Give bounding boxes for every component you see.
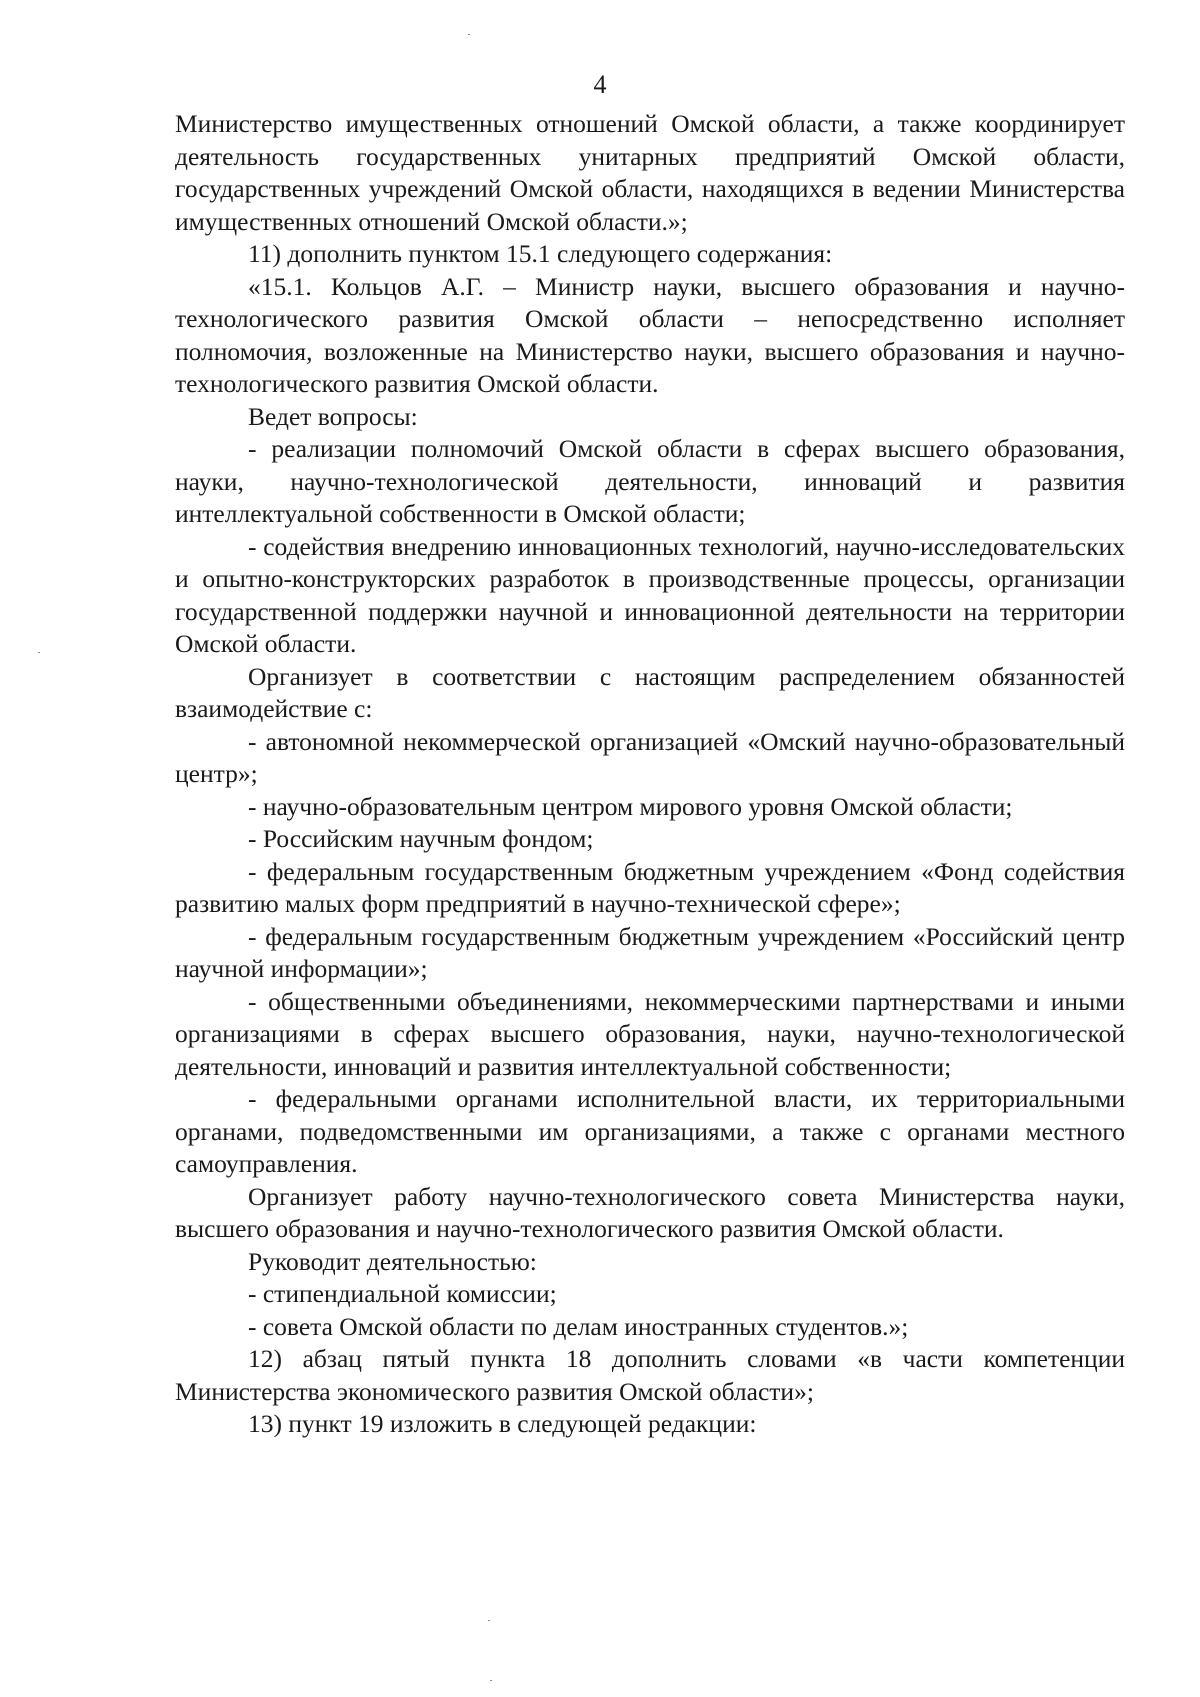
paragraph-12: - федеральным государственным бюджетным учреждением «Российский центр научной информации»; [175,921,1125,983]
paragraph-7: Организует в соответствии с настоящим распределением обязанностей взаимодействие с: [175,661,1125,723]
paragraph-5: - реализации полномочий Омской области в сферах высшего образования, науки, научно-технологической деятельности, инноваций и развития интеллектуальной собственности в Омской области; [175,434,1125,528]
paragraph-3: «15.1. Кольцов А.Г. – Министр науки, высшего образования и научно-технологического развития Омской области – непосредственно исполняет полномочия, возложенные на Министерство науки, высшего образования и научно-технологического развития Омской области. [175,271,1125,398]
paragraph-4: Ведет вопросы: [248,401,418,431]
page-number: 4 [593,70,607,99]
paragraph-2: 11) дополнить пунктом 15.1 следующего содержания: [248,239,833,268]
scan-speck [488,1620,490,1621]
paragraph-16: Руководит деятельностью: [248,1246,537,1276]
scan-speck [468,34,470,35]
paragraph-1: Министерство имущественных отношений Омской области, а также координирует деятельность государственных унитарных предприятий Омской области, государственных учреждений Омской области, находящихся в ведении Министерства имущественных отношений Омской области.»; [175,109,1125,236]
paragraph-14: - федеральными органами исполнительной власти, их территориальными органами, подведомственными им организациями, а также с органами местного самоуправления. [175,1084,1125,1178]
paragraph-9: - научно-образовательным центром мирового уровня Омской области; [248,791,1013,821]
document-body [175,108,1125,1441]
paragraph-6: - содействия внедрению инновационных технологий, научно-исследовательских и опытно-конструкторских разработок в производственные процессы, организации государственной поддержки научной и инновационной деятельности на территории Омской области. [175,531,1125,658]
paragraph-19: 12) абзац пятый пункта 18 дополнить словами «в части компетенции Министерства экономического развития Омской области»; [175,1344,1125,1406]
paragraph-11: - федеральным государственным бюджетным учреждением «Фонд содействия развитию малых форм предприятий в научно-технической сфере»; [175,856,1125,918]
paragraph-10: - Российским научным фондом; [248,824,594,853]
scan-speck [38,652,40,653]
paragraph-18: - совета Омской области по делам иностранных студентов.»; [248,1311,909,1341]
paragraph-17: - стипендиальной комиссии; [248,1279,557,1308]
scan-speck [490,1680,492,1681]
paragraph-15: Организует работу научно-технологического совета Министерства науки, высшего образования и научно-технологического развития Омской области. [175,1181,1125,1243]
paragraph-13: - общественными объединениями, некоммерческими партнерствами и иными организациями в сферах высшего образования, науки, научно-технологической деятельности, инноваций и развития интеллектуальной собственности; [175,986,1125,1081]
paragraph-20: 13) пункт 19 изложить в следующей редакции: [248,1409,757,1438]
paragraph-8: - автономной некоммерческой организацией «Омский научно-образовательный центр»; [175,726,1125,788]
